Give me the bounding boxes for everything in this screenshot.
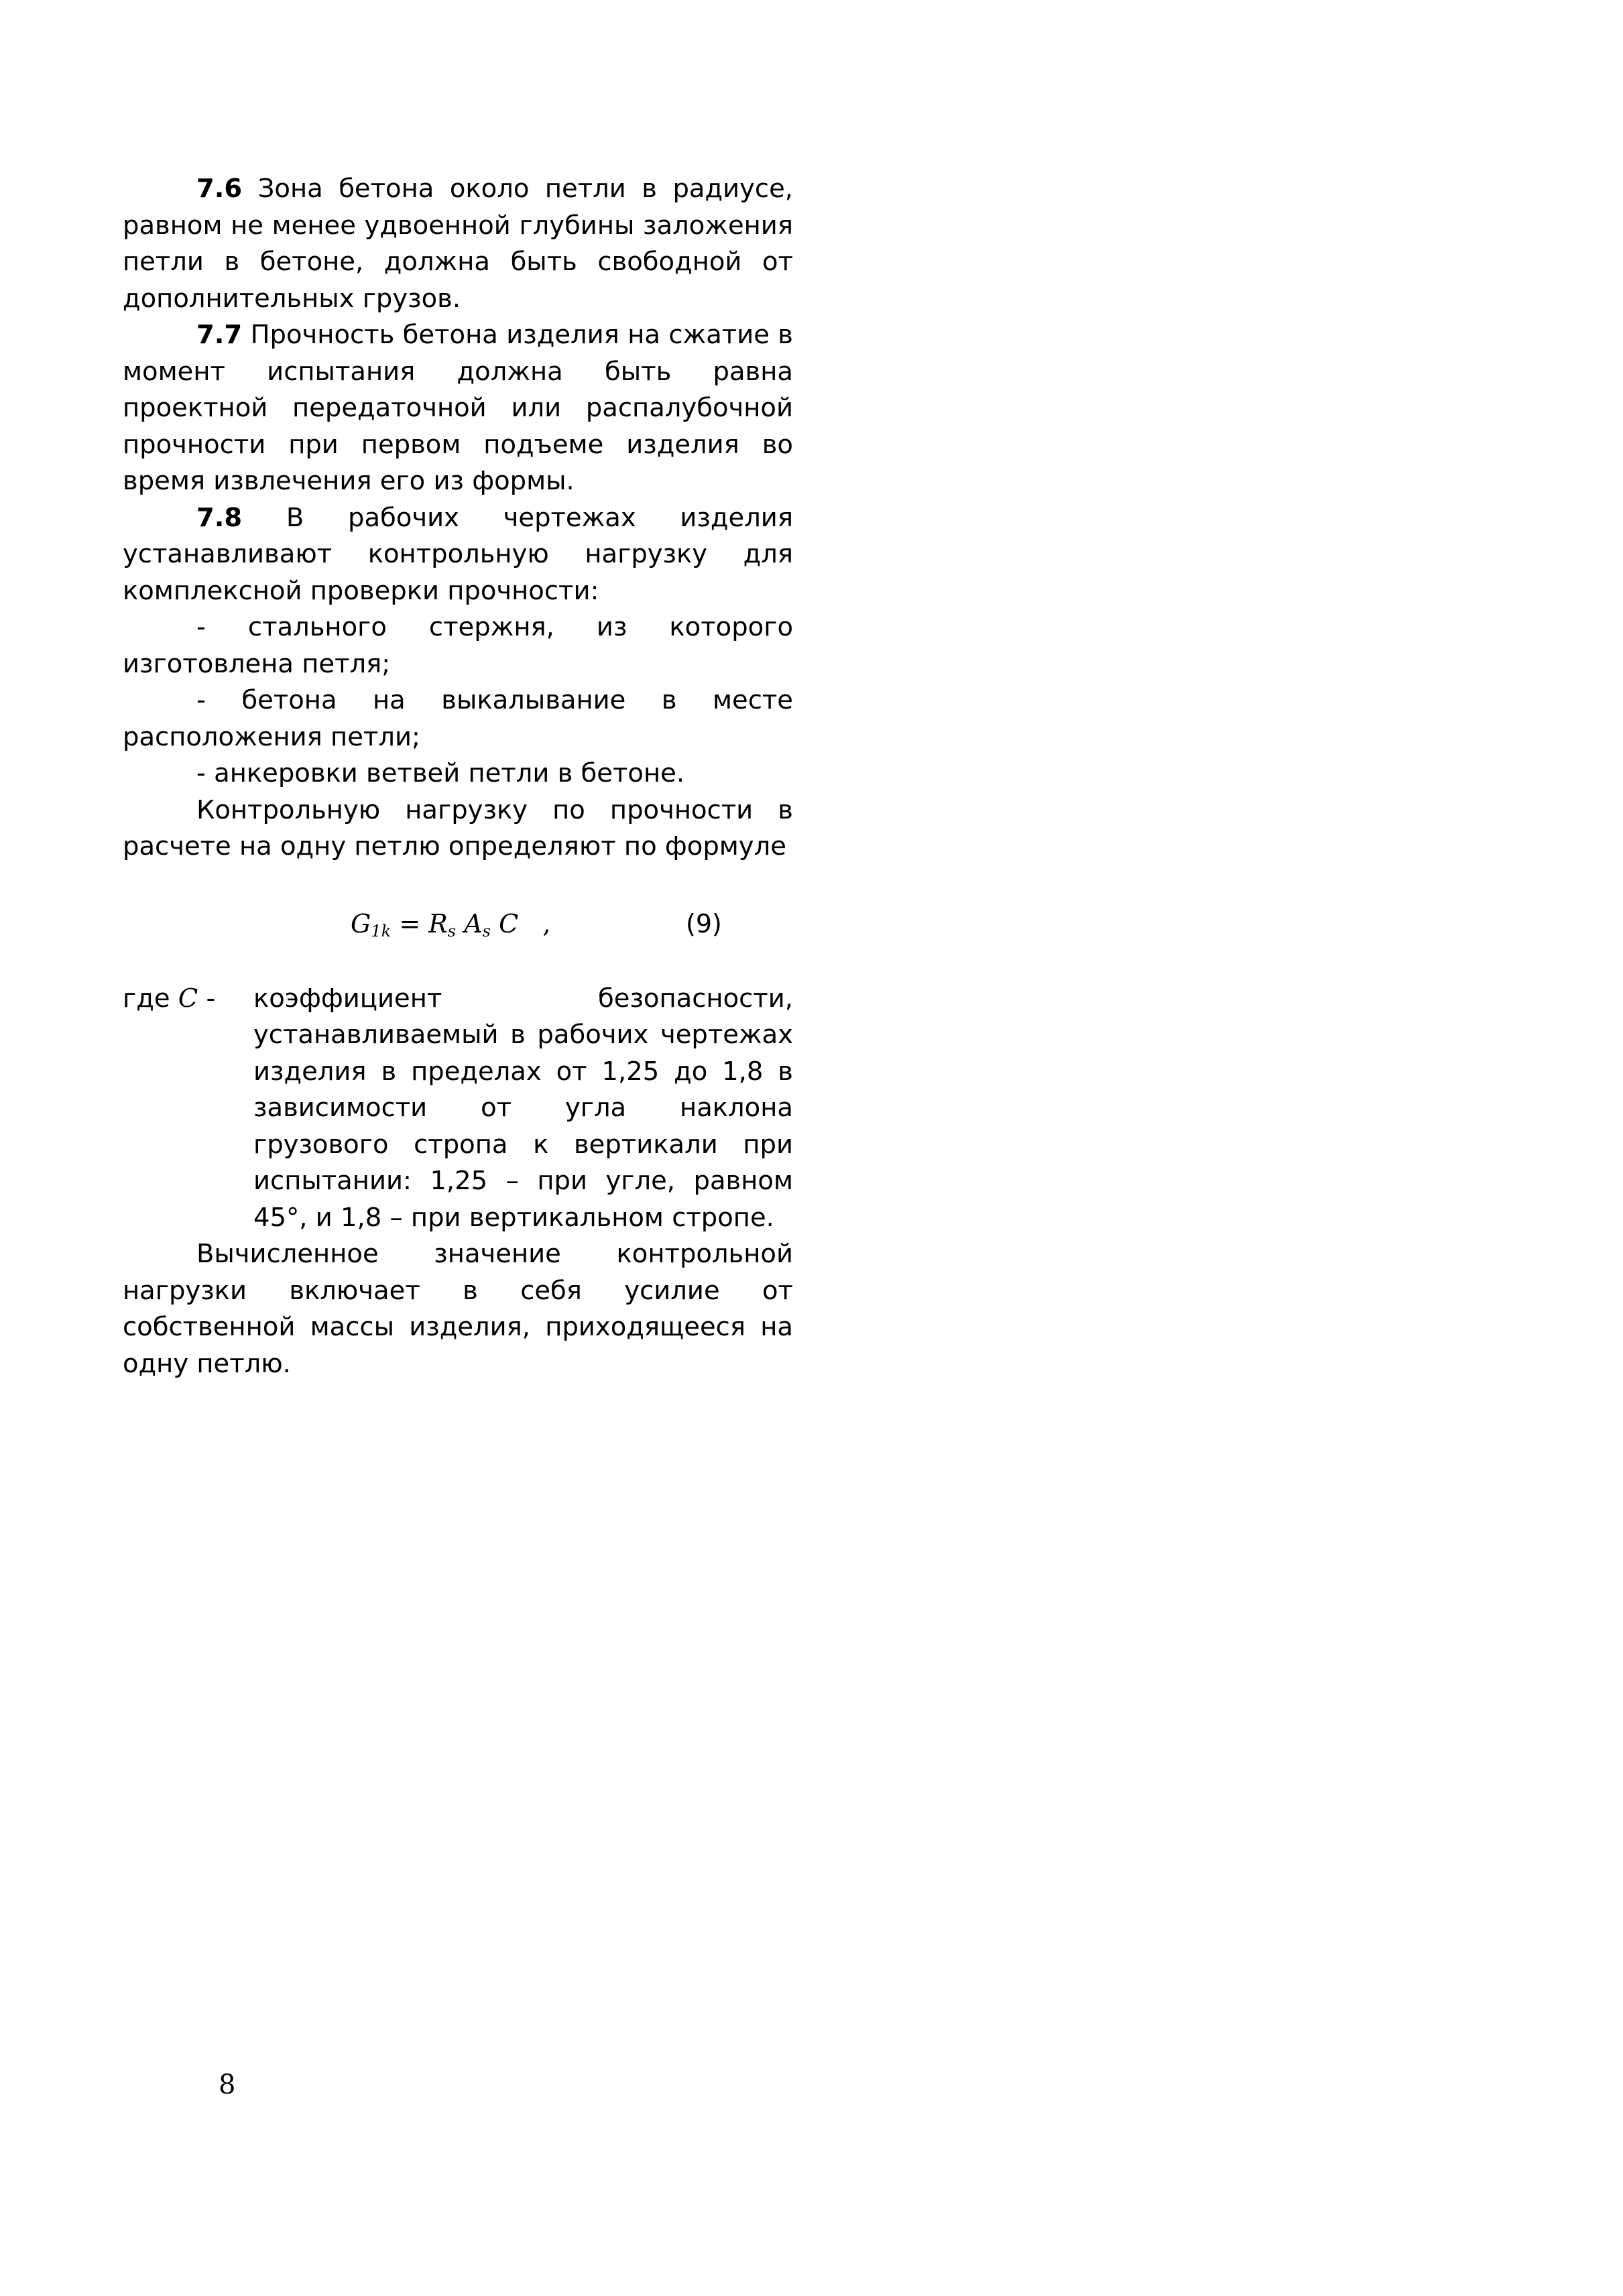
page-body <box>123 171 793 1382</box>
formula-number: (9) <box>686 908 722 939</box>
where-label <box>123 981 253 1237</box>
list-item: - анкеровки ветвей петли в бетоне. <box>196 758 685 788</box>
where-word: где <box>123 983 170 1014</box>
formula-expression <box>351 906 551 950</box>
list-item: - стального стержня, из которого изготовлена петля; <box>123 612 793 679</box>
paragraph-7-7 <box>123 317 793 500</box>
clause-text: Прочность бетона изделия на сжатие в момент испытания должна быть равна проектной передаточной или распалубочной прочности при первом подъеме изделия во время извлечения его из формы. <box>123 320 793 496</box>
symbol-c: C <box>499 908 519 939</box>
paragraph-7-8 <box>123 500 793 610</box>
symbol-g: G <box>351 908 371 939</box>
where-dash: - <box>206 983 216 1014</box>
subscript-s: s <box>482 921 491 941</box>
page-number: 8 <box>219 2069 236 2100</box>
symbol-a: A <box>464 908 483 939</box>
formula-comma: , <box>542 908 551 939</box>
paragraph-7-6 <box>123 171 793 317</box>
formula-9 <box>123 898 793 951</box>
equals-sign: = <box>391 908 429 939</box>
where-definition: коэффициент безопасности, устанавливаемый в рабочих чертежах изделия в пределах от 1,25 до 1,8 в зависимости от угла наклона грузового стропа к вертикали при испытании: 1,25 – при угле, равном 45°, и 1,8 – при вертикальном стропе. <box>253 983 793 1233</box>
paragraph-formula-intro: Контрольную нагрузку по прочности в расчете на одну петлю определяют по формуле <box>123 794 793 861</box>
clause-text: Зона бетона около петли в радиусе, равном не менее удвоенной глубины заложения петли в бетоне, должна быть свободной от дополнительных грузов. <box>123 174 793 314</box>
subscript-1k: 1k <box>371 921 392 941</box>
list-item: - бетона на выкалывание в месте расположения петли; <box>123 685 793 752</box>
clause-number: 7.6 <box>196 174 243 204</box>
where-symbol: C <box>178 983 198 1014</box>
subscript-s: s <box>447 921 457 941</box>
clause-number: 7.7 <box>196 320 243 350</box>
clause-text: В рабочих чертежах изделия устанавливают контрольную нагрузку для комплексной проверки прочности: <box>123 502 793 606</box>
paragraph-final: Вычисленное значение контрольной нагрузки включает в себя усилие от собственной массы изделия, приходящееся на одну петлю. <box>123 1239 793 1379</box>
where-clause <box>123 981 793 1237</box>
clause-number: 7.8 <box>196 502 243 533</box>
symbol-r: R <box>428 908 448 939</box>
